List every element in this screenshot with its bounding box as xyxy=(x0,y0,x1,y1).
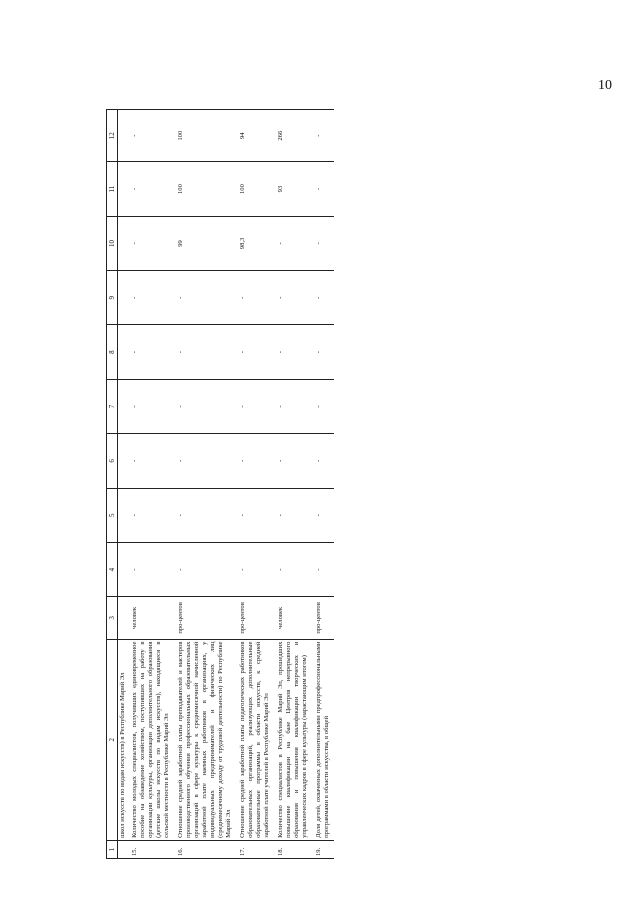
table-row xyxy=(236,110,274,859)
continuation-row xyxy=(118,110,129,859)
value-cell: 94 xyxy=(236,110,274,162)
row-number: 19. xyxy=(312,840,334,858)
header-cell: 10 xyxy=(107,216,118,270)
row-number: 18. xyxy=(274,840,312,858)
value-cell: - xyxy=(274,542,312,596)
value-cell: - xyxy=(274,434,312,488)
unit-cell: про-центов xyxy=(312,597,334,639)
value-cell: - xyxy=(128,271,174,325)
value-cell: - xyxy=(128,434,174,488)
header-cell: 12 xyxy=(107,110,118,162)
value-cell: - xyxy=(312,271,334,325)
page-number: 10 xyxy=(598,78,612,93)
value-cell: - xyxy=(128,162,174,216)
indicator-text: школ искусств по видам искусств) в Республике Марий Эл xyxy=(118,639,129,840)
value-cell: - xyxy=(174,379,236,433)
rotated-table-sheet xyxy=(106,109,566,859)
value-cell: - xyxy=(174,542,236,596)
header-cell: 7 xyxy=(107,379,118,433)
value-cell: - xyxy=(274,379,312,433)
table-row xyxy=(174,110,236,859)
header-cell: 6 xyxy=(107,434,118,488)
value-cell: 93 xyxy=(274,162,312,216)
value-cell: - xyxy=(312,379,334,433)
value-cell: - xyxy=(312,162,334,216)
indicator-text: Отношение средней заработной платы преподавателей и мастеров производственного обучения профессиональных образовательных организаций в сфере культуры к среднемесячной начисленной заработной плате наемных работников в организациях, у индивидуальных предпринимателей и физических лиц (среднемесячному доходу от трудовой деятельности) по Республике Марий Эл xyxy=(174,639,236,840)
value-cell: - xyxy=(236,434,274,488)
value-cell: - xyxy=(274,216,312,270)
indicator-text: Количество специалистов в Республике Марий Эл, прошедших повышение квалификации на базе Центров непрерывного образования и повышения квалификации творческих и управленческих кадров в сфере культуры (нарастающим итогом) xyxy=(274,639,312,840)
unit-cell: человек xyxy=(274,597,312,639)
header-row xyxy=(107,110,118,859)
value-cell: - xyxy=(236,379,274,433)
value-cell: - xyxy=(236,488,274,542)
value-cell: 100 xyxy=(236,162,274,216)
value-cell: - xyxy=(312,542,334,596)
row-number xyxy=(118,840,129,858)
value-cell: 266 xyxy=(274,110,312,162)
value-cell: - xyxy=(174,488,236,542)
unit-cell: про-центов xyxy=(174,597,236,639)
value-cell: 100 xyxy=(174,162,236,216)
value-cell: - xyxy=(174,434,236,488)
row-number: 15. xyxy=(128,840,174,858)
value-cell: - xyxy=(174,271,236,325)
value-cell: - xyxy=(236,325,274,379)
header-cell: 5 xyxy=(107,488,118,542)
header-cell: 9 xyxy=(107,271,118,325)
indicator-text: Отношение средней заработной платы педагогических работников образовательных организаций, реализующих дополнительные образовательные программы в области искусств, к средней заработной плате учителей в Республике Марий Эл xyxy=(236,639,274,840)
value-cell: - xyxy=(236,542,274,596)
value-cell: - xyxy=(174,325,236,379)
table-row xyxy=(128,110,174,859)
header-cell: 8 xyxy=(107,325,118,379)
unit-cell: человек xyxy=(128,597,174,639)
value-cell: - xyxy=(312,216,334,270)
value-cell: - xyxy=(128,325,174,379)
header-cell: 1 xyxy=(107,840,118,858)
value-cell: - xyxy=(128,216,174,270)
value-cell: 99 xyxy=(174,216,236,270)
value-cell: - xyxy=(274,488,312,542)
value-cell: - xyxy=(312,434,334,488)
value-cell: - xyxy=(128,379,174,433)
value-cell: - xyxy=(312,110,334,162)
header-cell: 2 xyxy=(107,639,118,840)
row-number: 17. xyxy=(236,840,274,858)
indicator-text: Количество молодых специалистов, получивших единовременное пособие на обзаведение хозяйством, поступивших на работу в организации культуры, организации дополнительного образования (детские школы искусств по видам искусств), находящиеся в сельской местности в Республике Марий Эл xyxy=(128,639,174,840)
indicator-text: Доля детей, охваченных дополнительными предпрофессиональными программами в области искусства, в общей xyxy=(312,639,334,840)
value-cell: - xyxy=(312,488,334,542)
unit-cell: про-центов xyxy=(236,597,274,639)
table-row xyxy=(312,110,334,859)
row-number: 16. xyxy=(174,840,236,858)
value-cell: - xyxy=(128,488,174,542)
value-cell: 98,3 xyxy=(236,216,274,270)
value-cell: 100 xyxy=(174,110,236,162)
value-cell: - xyxy=(274,325,312,379)
value-cell: - xyxy=(128,542,174,596)
value-cell: - xyxy=(128,110,174,162)
header-cell: 11 xyxy=(107,162,118,216)
header-cell: 4 xyxy=(107,542,118,596)
indicators-table xyxy=(106,109,334,859)
value-cell: - xyxy=(236,271,274,325)
table-row xyxy=(274,110,312,859)
value-cell: - xyxy=(274,271,312,325)
header-cell: 3 xyxy=(107,597,118,639)
value-cell: - xyxy=(312,325,334,379)
